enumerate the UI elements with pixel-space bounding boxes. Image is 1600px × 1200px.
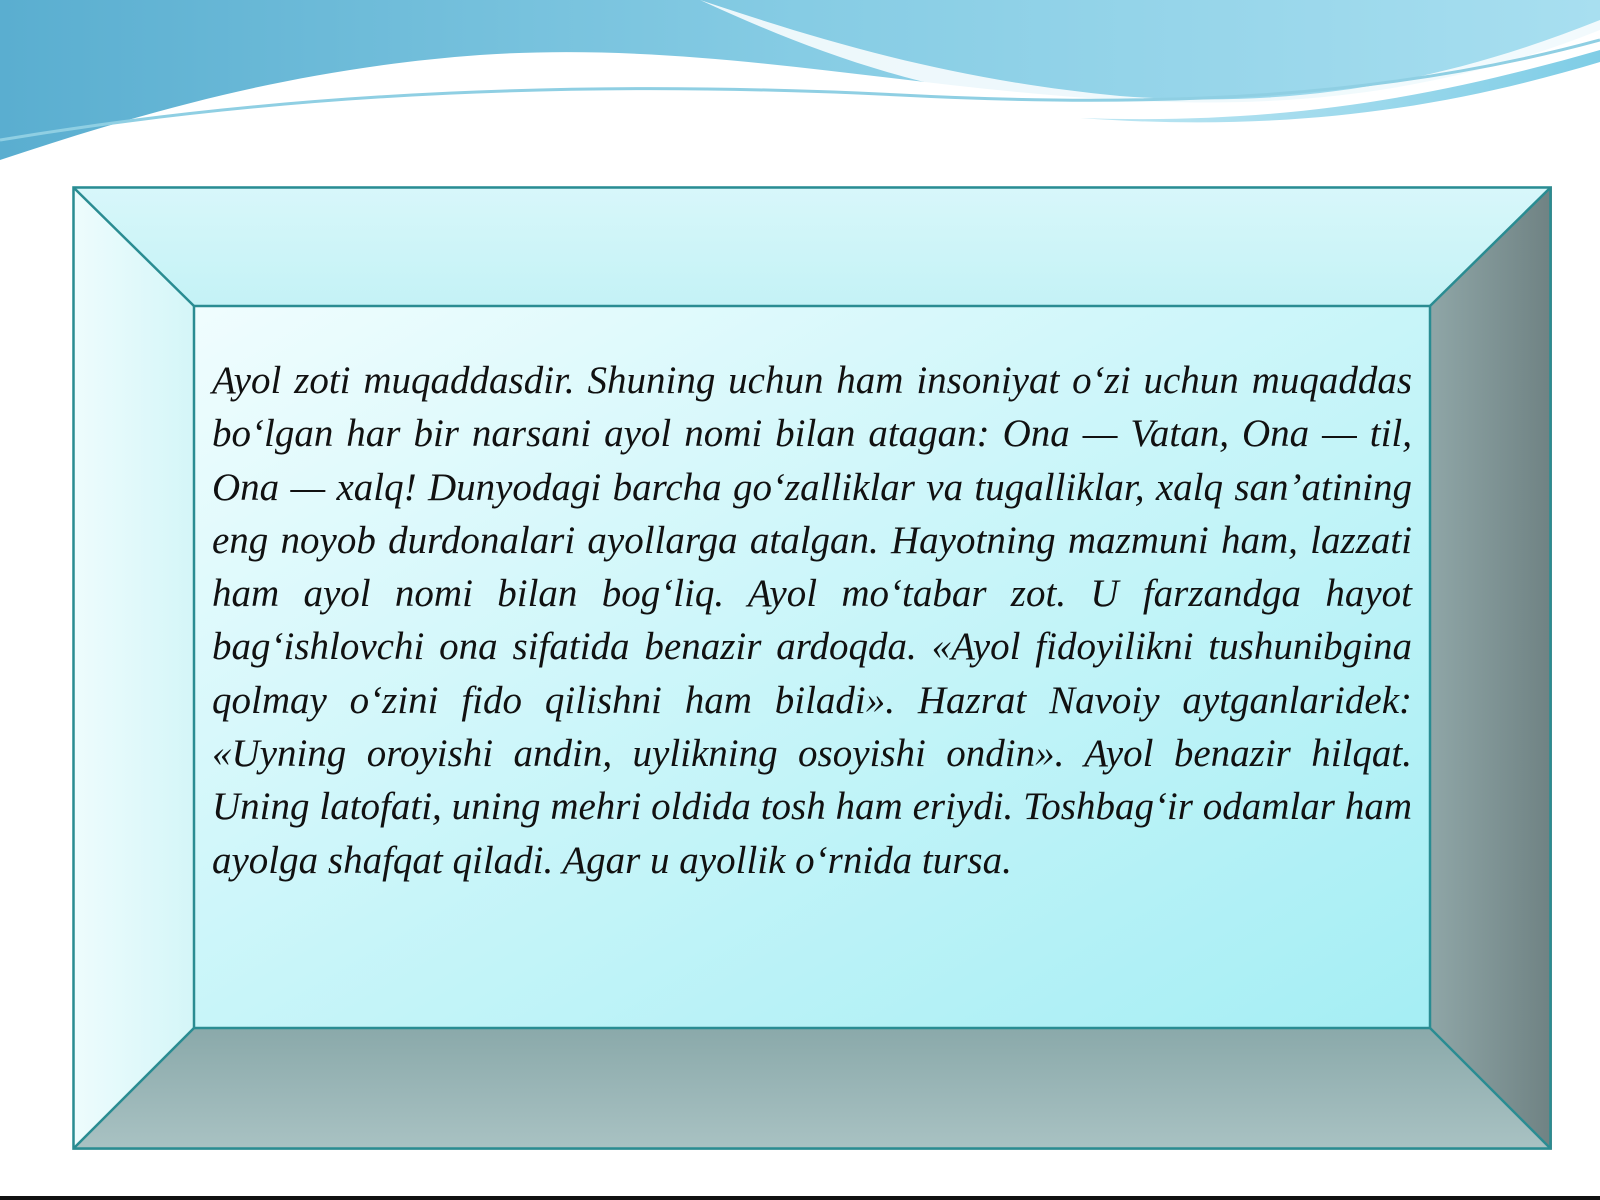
bevel-left xyxy=(72,186,194,1150)
bevel-right xyxy=(1430,186,1552,1150)
wave-band-main xyxy=(0,0,1600,160)
bevel-bottom xyxy=(72,1028,1552,1150)
bottom-edge-line xyxy=(0,1196,1600,1200)
wave-header-decoration xyxy=(0,0,1600,200)
body-paragraph: Ayol zoti muqaddasdir. Shuning uchun ham insoniyat o‘zi uchun muqaddas bo‘lgan har bir narsani ayol nomi bilan atagan: Ona — Vatan, Ona — til, Ona — xalq! Dunyodagi barcha go‘zalliklar va tugalliklar, xalq san’atining eng noyob durdonalari ayollarga atalgan. Hayotning mazmuni ham, lazzati ham ayol nomi bilan bog‘liq. Ayol mo‘tabar zot. U farzandga hayot bag‘ishlovchi ona sifatida benazir ardoqda. «Ayol fidoyilikni tushunibgina qolmay o‘zini fido qilishni ham biladi». Hazrat Navoiy aytganlaridek: «Uyning oroyishi andin, uylikning osoyishi ondin». Ayol benazir hilqat. Uning latofati, uning mehri oldida tosh ham eriydi. Toshbag‘ir odamlar ham ayolga shafqat qiladi. Agar u ayollik o‘rnida tursa. xyxy=(212,359,1412,882)
text-panel xyxy=(194,306,1430,1028)
bevel-top xyxy=(72,186,1552,306)
